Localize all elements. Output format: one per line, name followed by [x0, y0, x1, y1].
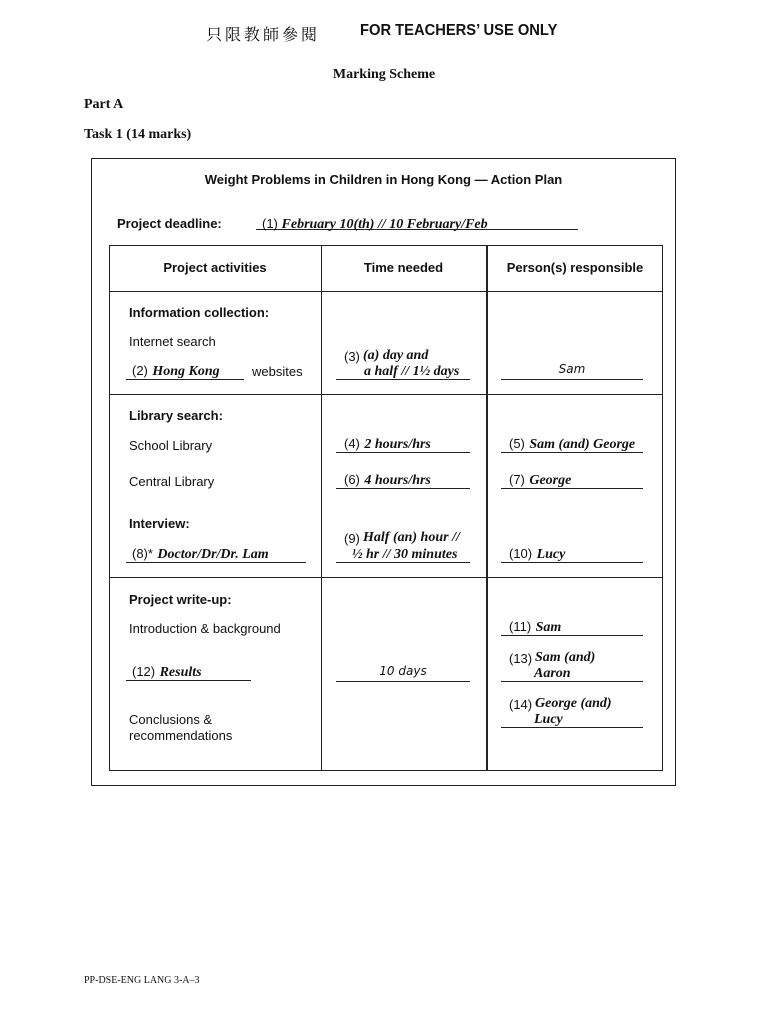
q11-number: (11): [509, 619, 532, 634]
q10-number: (10): [509, 546, 533, 561]
q11-answer: Sam: [535, 620, 562, 635]
row-divider: [109, 394, 663, 395]
q6-number: (6): [344, 472, 360, 487]
internet-search-label: Internet search: [129, 334, 216, 349]
q6-answer: 4 hours/hrs: [364, 473, 431, 488]
central-library-label: Central Library: [129, 474, 215, 489]
q2-answer: Hong Kong: [152, 364, 220, 379]
q14-answer-line2: Lucy: [534, 712, 563, 727]
q9-answer-line1: Half (an) hour //: [363, 530, 460, 545]
scheme-title: Marking Scheme: [332, 67, 436, 82]
q5-answer: Sam (and) George: [529, 437, 636, 452]
header-time-needed: Time needed: [363, 260, 444, 275]
answer-line-12: [126, 663, 251, 681]
page-footer-code: PP-DSE-ENG LANG 3-A–3: [84, 975, 200, 986]
row-divider: [109, 577, 663, 578]
time-write-up: 10 days: [336, 664, 470, 682]
websites-label: websites: [252, 364, 303, 379]
row-divider: [109, 291, 663, 292]
q12-number: (12): [132, 664, 156, 679]
answer-line-4: [336, 435, 470, 453]
answer-line-6: [336, 471, 470, 489]
q8-number: (8)*: [132, 546, 153, 561]
deadline-label: Project deadline:: [117, 216, 222, 231]
plan-table: [109, 245, 663, 771]
q3-number: (3): [344, 349, 360, 364]
q5-number: (5): [509, 436, 525, 451]
q3-answer-line1: (a) day and: [363, 348, 429, 363]
q12-answer: Results: [159, 665, 202, 680]
answer-line-5: [501, 435, 643, 453]
teachers-use-header: FOR TEACHERS’ USE ONLY: [360, 22, 558, 39]
q4-number: (4): [344, 436, 360, 451]
q13-answer-line1: Sam (and): [535, 650, 596, 665]
deadline-answer: February 10(th) // 10 February/Feb: [281, 217, 488, 232]
q7-number: (7): [509, 472, 525, 487]
answer-line-9: [336, 545, 470, 563]
intro-background-label: Introduction & background: [129, 621, 281, 636]
column-divider: [321, 245, 322, 771]
answer-line-11: [501, 618, 643, 636]
q9-number: (9): [344, 531, 360, 546]
conclusions-label-line2: recommendations: [129, 728, 233, 743]
q7-answer: George: [529, 473, 572, 488]
deadline-answer-line: [256, 216, 578, 230]
info-collection-heading: Information collection:: [129, 305, 270, 320]
chinese-header: 只限教師參閱: [206, 25, 321, 44]
header-persons-responsible: Person(s) responsible: [506, 260, 644, 275]
answer-line-7: [501, 471, 643, 489]
q2-number: (2): [132, 363, 148, 378]
task-label: Task 1 (14 marks): [84, 127, 192, 142]
answer-line-14: [501, 710, 643, 728]
answer-line-8: [126, 545, 306, 563]
q3-answer-line2: a half // 1½ days: [364, 364, 460, 379]
school-library-label: School Library: [129, 438, 213, 453]
header-project-activities: Project activities: [163, 260, 267, 275]
answer-line-13: [501, 664, 643, 682]
answer-line-3: [336, 362, 470, 380]
deadline-number: (1): [262, 216, 278, 231]
q13-answer-line2: Aaron: [534, 666, 571, 681]
q8-answer: Doctor/Dr/Dr. Lam: [157, 547, 269, 562]
column-divider: [486, 245, 488, 771]
conclusions-label-line1: Conclusions &: [129, 712, 213, 727]
part-label: Part A: [84, 97, 124, 112]
q14-number: (14): [509, 697, 533, 712]
q13-number: (13): [509, 651, 533, 666]
q14-answer-line1: George (and): [535, 696, 612, 711]
q9-answer-line2: ½ hr // 30 minutes: [352, 547, 458, 562]
library-search-heading: Library search:: [129, 408, 223, 423]
answer-line-10: [501, 545, 643, 563]
q10-answer: Lucy: [536, 547, 566, 562]
q4-answer: 2 hours/hrs: [364, 437, 431, 452]
answer-line-2: [126, 362, 244, 380]
person-info-sam: Sam: [501, 362, 643, 380]
interview-heading: Interview:: [129, 516, 190, 531]
write-up-heading: Project write-up:: [129, 592, 232, 607]
plan-title: Weight Problems in Children in Hong Kong — Action Plan: [204, 172, 563, 187]
